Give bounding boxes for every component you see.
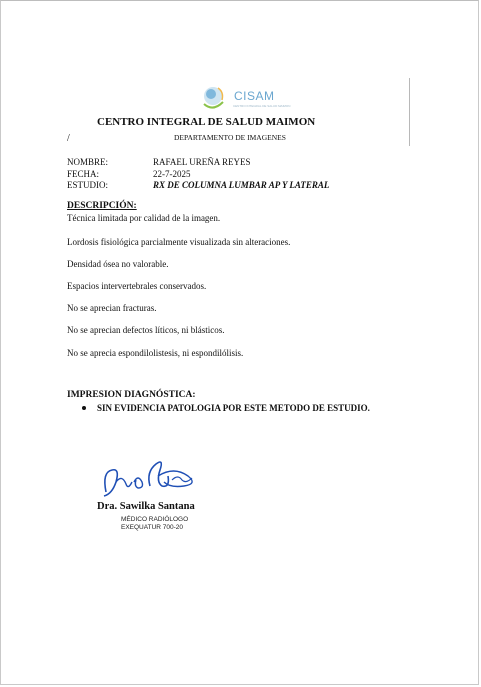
description-line: Técnica limitada por calidad de la imagen. xyxy=(67,213,221,223)
name-label: NOMBRE: xyxy=(67,157,109,167)
study-row xyxy=(67,180,329,190)
description-line: No se aprecian fracturas. xyxy=(67,303,157,313)
institution-title: CENTRO INTEGRAL DE SALUD MAIMON xyxy=(97,116,316,128)
description-line: Densidad ósea no valorable. xyxy=(67,259,169,269)
signer-role: MÉDICO RADIÓLOGO xyxy=(121,516,189,523)
description-line: Lordosis fisiológica parcialmente visualizada sin alteraciones. xyxy=(67,237,291,247)
description-heading: DESCRIPCIÓN: xyxy=(67,201,137,211)
impression-item: SIN EVIDENCIA PATOLOGIA POR ESTE METODO DE ESTUDIO. xyxy=(97,403,370,413)
date-label: FECHA: xyxy=(67,169,100,179)
date-value: 22-7-2025 xyxy=(153,169,191,179)
slash-mark: / xyxy=(67,133,70,144)
date-row xyxy=(67,169,191,179)
signer-name: Dra. Sawilka Santana xyxy=(97,501,195,512)
bullet-icon xyxy=(82,406,86,410)
signer-exequatur: EXEQUATUR 700-20 xyxy=(121,524,184,531)
signature-icon xyxy=(98,452,208,504)
description-line: Espacios intervertebrales conservados. xyxy=(67,281,207,291)
study-label: ESTUDIO: xyxy=(67,180,108,190)
logo-text: CISAM xyxy=(234,89,275,103)
patient-name-row xyxy=(67,157,251,167)
department-title: DEPARTAMENTO DE IMAGENES xyxy=(174,133,286,142)
study-value: RX DE COLUMNA LUMBAR AP Y LATERAL xyxy=(153,180,330,190)
impression-heading: IMPRESION DIAGNÓSTICA: xyxy=(67,390,196,400)
logo-subtext: CENTRO INTEGRAL DE SALUD MAIMON xyxy=(233,104,291,108)
description-line: No se aprecia espondilolistesis, ni espondilólisis. xyxy=(67,348,244,358)
name-value: RAFAEL UREÑA REYES xyxy=(153,157,251,167)
margin-rule xyxy=(409,78,410,146)
description-line: No se aprecian defectos líticos, ni blásticos. xyxy=(67,325,225,335)
